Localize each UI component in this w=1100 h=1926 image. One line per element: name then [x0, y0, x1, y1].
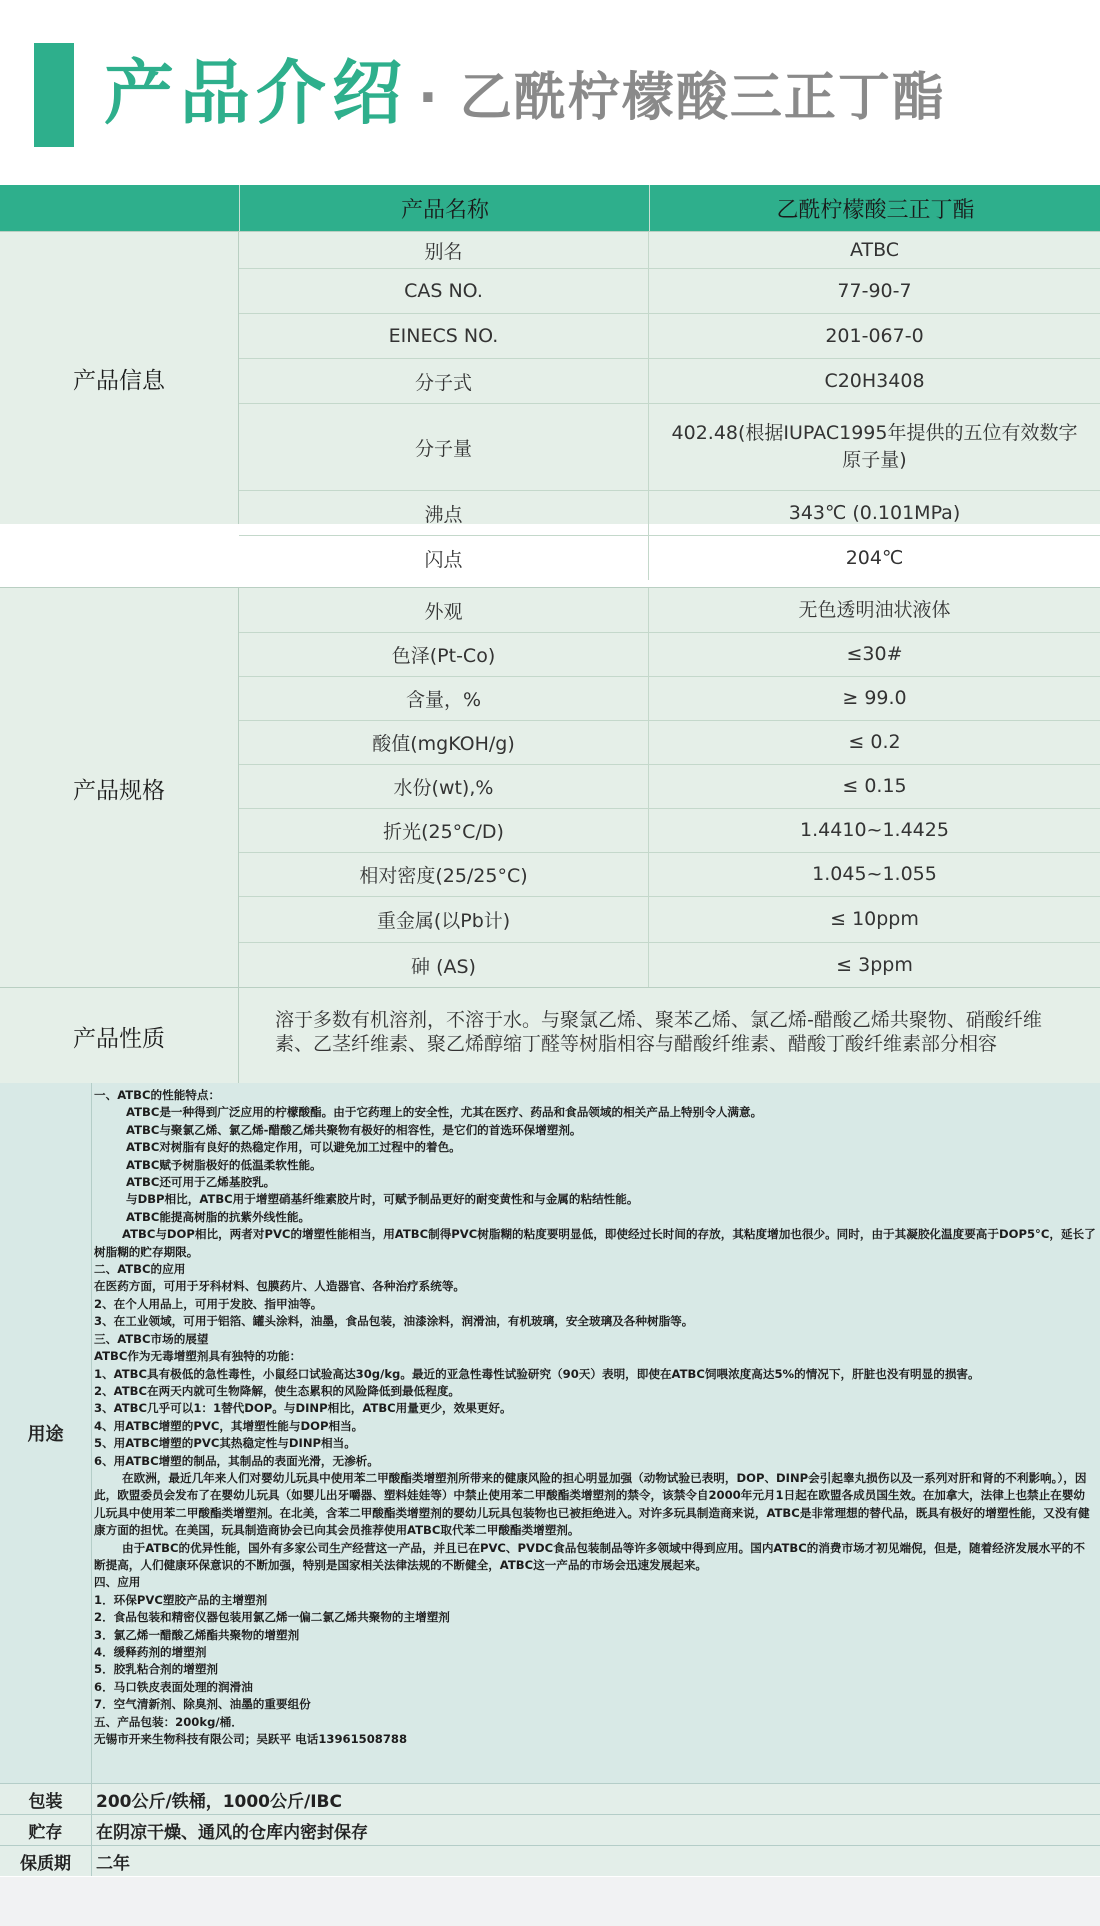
list-item: ATBC与聚氯乙烯、氯乙烯-醋酸乙烯共聚物有极好的相容性，是它们的首选环保增塑剂。 — [126, 1122, 582, 1137]
list-item: 6、用ATBC增塑的制品，其制品的表面光滑，无渗析。 — [94, 1453, 379, 1468]
list-item: 一、ATBC的性能特点： — [94, 1088, 221, 1102]
table-row — [239, 268, 1100, 313]
row-value: ATBC — [849, 238, 900, 261]
row-key: 闪点 — [239, 536, 649, 580]
usage-section — [0, 1083, 1100, 1783]
table-header-row — [0, 185, 1100, 231]
row-value: ≤ 10ppm — [830, 908, 919, 930]
table-row — [239, 676, 1100, 720]
table-row — [239, 403, 1100, 490]
row-value: ≤ 0.2 — [848, 731, 901, 753]
row-value: 无色透明油状液体 — [798, 598, 951, 621]
shelf-life-label: 保质期 — [0, 1846, 92, 1876]
usage-text — [94, 1087, 1096, 1748]
row-key: 分子量 — [239, 404, 649, 490]
list-item: 二、ATBC的应用 — [94, 1262, 186, 1277]
list-item: ATBC与DOP相比，两者对PVC的增塑性能相当，用ATBC制得PVC树脂糊的粘度要明显低，即使经过长时间的存放，其粘度增加也很少。同时，由于其凝胶化温度要高于DOP5°C，延长了树脂糊的贮存期限。 — [94, 1227, 1096, 1259]
row-key: 沸点 — [239, 491, 649, 535]
row-key: 砷 (AS) — [239, 943, 649, 988]
list-item: ATBC是一种得到广泛应用的柠檬酸酯。由于它药理上的安全性，尤其在医疗、药品和食品领域的相关产品上特别令人满意。 — [126, 1105, 763, 1120]
list-item: 4．缓释药剂的增塑剂 — [94, 1645, 207, 1659]
table-row — [239, 232, 1100, 268]
footer-band — [0, 1877, 1100, 1926]
list-item: 5、用ATBC增塑的PVC其热稳定性与DINP相当。 — [94, 1436, 356, 1451]
page-subtitle: · 乙酰柠檬酸三正丁酯 — [418, 68, 946, 128]
storage-label: 贮存 — [0, 1815, 92, 1845]
list-item: 3、ATBC几乎可以1：1替代DOP。与DINP相比，ATBC用量更少，效果更好。 — [94, 1401, 512, 1416]
table-row — [239, 852, 1100, 896]
packaging-value: 200公斤/铁桶，1000公斤/IBC — [96, 1791, 342, 1812]
list-item: 五、产品包装：200kg/桶． — [94, 1714, 243, 1729]
row-key: 重金属(以Pb计) — [239, 897, 649, 942]
table-row — [239, 720, 1100, 764]
row-value: ≥ 99.0 — [842, 687, 907, 709]
list-item: ATBC赋予树脂极好的低温柔软性能。 — [126, 1157, 322, 1172]
row-value: 1.045~1.055 — [812, 863, 937, 885]
row-key: 相对密度(25/25°C) — [239, 853, 649, 896]
packaging-label: 包装 — [0, 1784, 92, 1814]
list-item: ATBC作为无毒增塑剂具有独特的功能： — [94, 1349, 302, 1364]
row-value: 402.48(根据IUPAC1995年提供的五位有效数字原子量) — [671, 422, 1078, 471]
row-key: 水份(wt),% — [239, 765, 649, 808]
shelf-life-row — [0, 1845, 1100, 1876]
row-key: 酸值(mgKOH/g) — [239, 721, 649, 764]
table-row — [239, 896, 1100, 942]
list-item: 2、ATBC在两天内就可生物降解，使生态累积的风险降低到最低程度。 — [94, 1383, 461, 1398]
storage-row — [0, 1814, 1100, 1845]
list-item: 在医药方面，可用于牙科材料、包膜药片、人造器官、各种治疗系统等。 — [94, 1279, 466, 1294]
list-item: 1、ATBC具有极低的急性毒性，小鼠经口试验高达30g/kg。最近的亚急性毒性试验研究（90天）表明，即使在ATBC饲喂浓度高达5%的情况下，肝脏也没有明显的损害。 — [94, 1366, 980, 1381]
list-item: 3．氯乙烯一醋酸乙烯酯共聚物的增塑剂 — [94, 1627, 300, 1642]
list-item: 3、在工业领域，可用于铝箔、罐头涂料，油墨，食品包装，油漆涂料，润滑油，有机玻璃，安全玻璃及各种树脂等。 — [94, 1314, 694, 1329]
list-item: 2．食品包装和精密仪器包装用氯乙烯一偏二氯乙烯共聚物的主增塑剂 — [94, 1610, 450, 1625]
table-row — [239, 490, 1100, 535]
info-group — [0, 231, 1100, 571]
row-key: 外观 — [239, 588, 649, 632]
list-item: 1．环保PVC塑胶产品的主增塑剂 — [94, 1592, 268, 1607]
table-row — [239, 942, 1100, 988]
row-key: 含量，% — [239, 677, 649, 720]
row-value: 77-90-7 — [837, 279, 912, 302]
list-item: 5．胶乳粘合剂的增塑剂 — [94, 1662, 219, 1677]
table-row — [239, 588, 1100, 632]
row-value: 201-067-0 — [825, 324, 924, 347]
row-value: C20H3408 — [824, 369, 925, 392]
product-name-value: 乙酰柠檬酸三正丁酯 — [649, 185, 1100, 231]
row-value: ≤ 0.15 — [842, 775, 907, 797]
table-row — [239, 764, 1100, 808]
row-value: ≤30# — [846, 643, 903, 665]
table-row — [239, 358, 1100, 403]
list-item: ATBC能提高树脂的抗紫外线性能。 — [126, 1209, 311, 1224]
table-row — [239, 535, 1100, 580]
usage-label: 用途 — [0, 1083, 92, 1783]
list-item: 在欧洲，最近几年来人们对婴幼儿玩具中使用苯二甲酸酯类增塑剂所带来的健康风险的担心明显加强（动物试验已表明，DOP、DINP会引起睾丸损伤以及一系列对肝和肾的不利影响。），因此，欧盟委员会发布了在婴幼儿玩具（如婴儿出牙嚼器、塑料娃娃等）中禁止使用苯二甲酸酯类增塑剂的禁令，该禁令自2000年元月1日起在欧盟各成员国生效。在加拿大，法律上也禁止在婴幼儿玩具中使用苯二甲酸酯类增塑剂。在北美，含苯二甲酸酯类增塑剂的婴幼儿玩具包装物也已被拒绝进入。对许多玩具制造商来说，ATBC是非常理想的替代品，既具有极好的增塑性能，又没有健康方面的担忧。在美国，玩具制造商协会已向其会员推荐使用ATBC取代苯二甲酸酯类增塑剂。 — [94, 1470, 1090, 1538]
row-key: 折光(25°C/D) — [239, 809, 649, 852]
product-name-label: 产品名称 — [239, 185, 650, 231]
spec-group — [0, 587, 1100, 988]
shelf-life-value: 二年 — [96, 1853, 130, 1874]
list-item: 无锡市开来生物科技有限公司；吴跃平 电话13961508788 — [94, 1732, 408, 1747]
list-item: 四、应用 — [94, 1575, 141, 1590]
list-item: ATBC对树脂有良好的热稳定作用，可以避免加工过程中的着色。 — [126, 1140, 461, 1155]
list-item: 与DBP相比，ATBC用于增塑硝基纤维素胶片时，可赋予制品更好的耐变黄性和与金属的粘结性能。 — [126, 1192, 639, 1207]
group-label-property: 产品性质 — [0, 988, 239, 1084]
list-item: 2、在个人用品上，可用于发胶、指甲油等。 — [94, 1296, 323, 1311]
list-item: 7．空气清新剂、除臭剂、油墨的重要组份 — [94, 1697, 311, 1712]
row-key: EINECS NO. — [239, 314, 649, 358]
row-value: 204℃ — [845, 546, 904, 569]
row-key: 别名 — [239, 232, 649, 268]
table-row — [239, 313, 1100, 358]
row-value: 343℃ (0.101MPa) — [788, 501, 961, 524]
accent-bar — [34, 43, 74, 147]
list-item: ATBC还可用于乙烯基胶乳。 — [126, 1175, 276, 1190]
row-value: ≤ 3ppm — [836, 954, 913, 976]
row-value: 1.4410~1.4425 — [800, 819, 949, 841]
packaging-row — [0, 1783, 1100, 1814]
page-title: 产品介绍 — [104, 52, 408, 134]
row-key: 分子式 — [239, 359, 649, 403]
group-label-spec: 产品规格 — [0, 588, 239, 988]
page-header — [0, 0, 1100, 185]
list-item: 由于ATBC的优异性能，国外有多家公司生产经营这一产品，并且已在PVC、PVDC食品包装制品等许多领域中得到应用。国内ATBC的消费市场才初见端倪，但是，随着经济发展水平的不断提高，人们健康环保意识的不断加强，特别是国家相关法律法规的不断健全，ATBC这一产品的市场会迅速发展起来。 — [94, 1540, 1085, 1572]
list-item: 三、ATBC市场的展望 — [94, 1331, 209, 1346]
row-key: 色泽(Pt-Co) — [239, 633, 649, 676]
property-group — [0, 987, 1100, 1084]
property-text: 溶于多数有机溶剂，不溶于水。与聚氯乙烯、聚苯乙烯、氯乙烯-醋酸乙烯共聚物、硝酸纤维素、乙茎纤维素、聚乙烯醇缩丁醛等树脂相容与醋酸纤维素、醋酸丁酸纤维素部分相容 — [275, 1009, 1042, 1055]
group-label-info: 产品信息 — [0, 232, 239, 524]
list-item: 6．马口铁皮表面处理的润滑油 — [94, 1679, 253, 1694]
storage-value: 在阴凉干燥、通风的仓库内密封保存 — [96, 1822, 368, 1843]
list-item: 4、用ATBC增塑的PVC，其增塑性能与DOP相当。 — [94, 1418, 364, 1433]
table-row — [239, 632, 1100, 676]
row-key: CAS NO. — [239, 269, 649, 313]
table-row — [239, 808, 1100, 852]
